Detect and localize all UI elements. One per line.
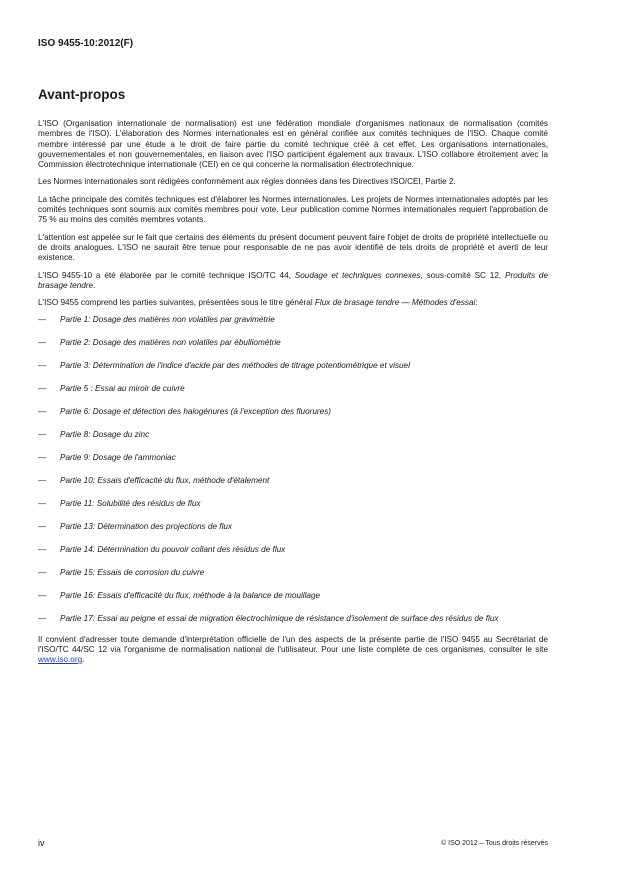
list-item: — Partie 13: Détermination des projections de flux	[38, 522, 233, 532]
dash-marker: —	[38, 476, 47, 486]
list-item: — Partie 3: Détermination de l'indice d'acide par des méthodes de titrage potentiométrique et visuel	[38, 361, 410, 371]
list-item: — Partie 11: Solubilité des résidus de flux	[38, 499, 201, 509]
document-id: ISO 9455-10:2012(F)	[38, 38, 134, 49]
list-item: — Partie 5 : Essai au miroir de cuivre	[38, 384, 185, 394]
dash-marker: —	[38, 568, 47, 578]
paragraph-interpretation: Il convient d'adresser toute demande d'interprétation officielle de l'un des aspects de la présente partie de l'ISO 9455 au Secrétariat de l'ISO/TC 44/SC 12 via l'organisme de normalisation national de l'utilisateur. Pour une liste complète de ces organismes, consulter le site www.iso.org.	[38, 634, 548, 665]
list-item: — Partie 17: Essai au peigne et essai de migration électrochimique de résistance d'isolement de surface des résidus de flux	[38, 614, 499, 624]
list-item: — Partie 6: Dosage et détection des halogénures (à l'exception des fluorures)	[38, 407, 332, 417]
parts-list	[38, 315, 548, 624]
dash-marker: —	[38, 315, 47, 325]
dash-marker: —	[38, 407, 47, 417]
paragraph-iso-intro: L'ISO (Organisation internationale de normalisation) est une fédération mondiale d'organismes nationaux de normalisation (comités membres de l'ISO). L'élaboration des Normes internationales est en général confiée aux comités techniques de l'ISO. Chaque comité membre intéressé par une étude a le droit de faire partie du comité technique créé à cet effet. Les organisations internationales, gouvernementales et non gouvernementales, en liaison avec l'ISO participent également aux travaux. L'ISO collabore étroitement avec la Commission électrotechnique internationale (CEI) en ce qui concerne la normalisation électrotechnique.	[38, 119, 548, 170]
dash-marker: —	[38, 499, 47, 509]
copyright-notice: © ISO 2012 – Tous droits réservés	[441, 840, 548, 847]
list-item: — Partie 16: Essais d'efficacité du flux, méthode à la balance de mouillage	[38, 591, 321, 601]
paragraph-preparation: L'ISO 9455-10 a été élaborée par le comité technique ISO/TC 44, Soudage et techniques connexes, sous-comité SC 12, Produits de brasage tendre.	[38, 270, 548, 290]
page-number: iv	[38, 838, 45, 848]
dash-marker: —	[38, 545, 47, 555]
foreword-body	[38, 119, 548, 672]
paragraph-parts-intro: L'ISO 9455 comprend les parties suivantes, présentées sous le titre général Flux de brasage tendre — Méthodes d'essai:	[38, 298, 478, 308]
iso-website-link[interactable]: www.iso.org	[38, 655, 83, 665]
dash-marker: —	[38, 522, 47, 532]
dash-marker: —	[38, 430, 47, 440]
list-item: — Partie 2: Dosage des matières non volatiles par ébulliométrie	[38, 338, 281, 348]
list-item: — Partie 15: Essais de corrosion du cuivre	[38, 568, 205, 578]
dash-marker: —	[38, 453, 47, 463]
list-item: — Partie 14: Détermination du pouvoir collant des résidus de flux	[38, 545, 286, 555]
section-title: Avant-propos	[38, 87, 126, 102]
paragraph-patent-rights: L'attention est appelée sur le fait que certains des éléments du présent document peuvent faire l'objet de droits de propriété intellectuelle ou de droits analogues. L'ISO ne saurait être tenue pour responsable de ne pas avoir identifié de tels droits de propriété et averti de leur existence.	[38, 232, 548, 263]
dash-marker: —	[38, 384, 47, 394]
paragraph-technical-committees: La tâche principale des comités techniques est d'élaborer les Normes internationales. Les projets de Normes internationales adoptés par les comités techniques sont soumis aux comités membres pour vote. Leur publication comme Normes internationales requiert l'approbation de 75 % au moins des comités membres votants.	[38, 194, 548, 225]
dash-marker: —	[38, 591, 47, 601]
list-item: — Partie 1: Dosage des matières non volatiles par gravimétrie	[38, 315, 275, 325]
list-item: — Partie 10: Essais d'efficacité du flux, méthode d'étalement	[38, 476, 270, 486]
dash-marker: —	[38, 361, 47, 371]
dash-marker: —	[38, 614, 47, 624]
paragraph-directives: Les Normes internationales sont rédigées conformément aux règles données dans les Directives ISO/CEI, Partie 2.	[38, 177, 456, 187]
list-item: — Partie 9: Dosage de l'ammoniac	[38, 453, 176, 463]
list-item: — Partie 8: Dosage du zinc	[38, 430, 150, 440]
dash-marker: —	[38, 338, 47, 348]
